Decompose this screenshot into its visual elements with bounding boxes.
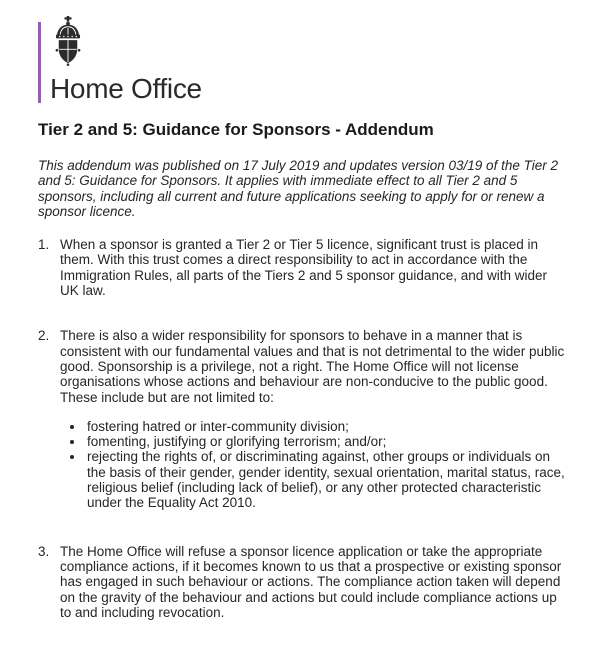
item-number: 3.	[38, 543, 50, 559]
page-title: Tier 2 and 5: Guidance for Sponsors - Addendum	[38, 120, 434, 139]
item-text-body: There is also a wider responsibility for sponsors to behave in a manner that is consistent with our fundamental values and that is not detrimental to the wider public good. Sponsorship is a privilege, not a right. The Home Office will not license organisations whose actions and behaviour are non-conducive to the public good. These include but are not limited to:	[60, 328, 565, 405]
bullet-list	[60, 419, 566, 511]
royal-crest-icon	[52, 16, 202, 71]
brand-bar	[38, 22, 41, 103]
item-text: The Home Office will refuse a sponsor licence application or take the appropriate compliance actions, if it becomes known to us that a prospective or existing sponsor has engaged in such behaviour or actions. The compliance action taken will depend on the gravity of the behaviour and actions but could include compliance actions up to and including revocation.	[60, 543, 562, 620]
numbered-item-1	[38, 237, 566, 298]
item-text	[60, 328, 566, 510]
department-wordmark: Home Office	[50, 73, 202, 104]
bullet-item: • fostering hatred or inter-community division;	[85, 419, 566, 434]
numbered-item-2	[38, 328, 566, 510]
item-number: 1.	[38, 237, 50, 253]
logo-inner	[50, 16, 202, 105]
numbered-item-3	[38, 544, 566, 620]
item-number: 2.	[38, 328, 50, 344]
bullet-item: • rejecting the rights of, or discriminating against, other groups or individuals on the basis of their gender, gender identity, sexual orientation, marital status, race, religious belief (including lack of belief), or any other protected characteristic under the Equality Act 2010.	[85, 449, 566, 510]
item-text: When a sponsor is granted a Tier 2 or Tier 5 licence, significant trust is placed in them. With this trust comes a direct responsibility to act in accordance with the Immigration Rules, all parts of the Tiers 2 and 5 sponsor guidance, and with wider UK law.	[60, 237, 548, 299]
home-office-logo	[38, 16, 566, 105]
intro-paragraph: This addendum was published on 17 July 2019 and updates version 03/19 of the Tier 2 and 5: Guidance for Sponsors. It applies with immediate effect to all Tier 2 and 5 sponsors, including all current and future applications seeking to apply for or renew a sponsor licence.	[38, 158, 558, 219]
bullet-item: • fomenting, justifying or glorifying terrorism; and/or;	[85, 434, 566, 449]
